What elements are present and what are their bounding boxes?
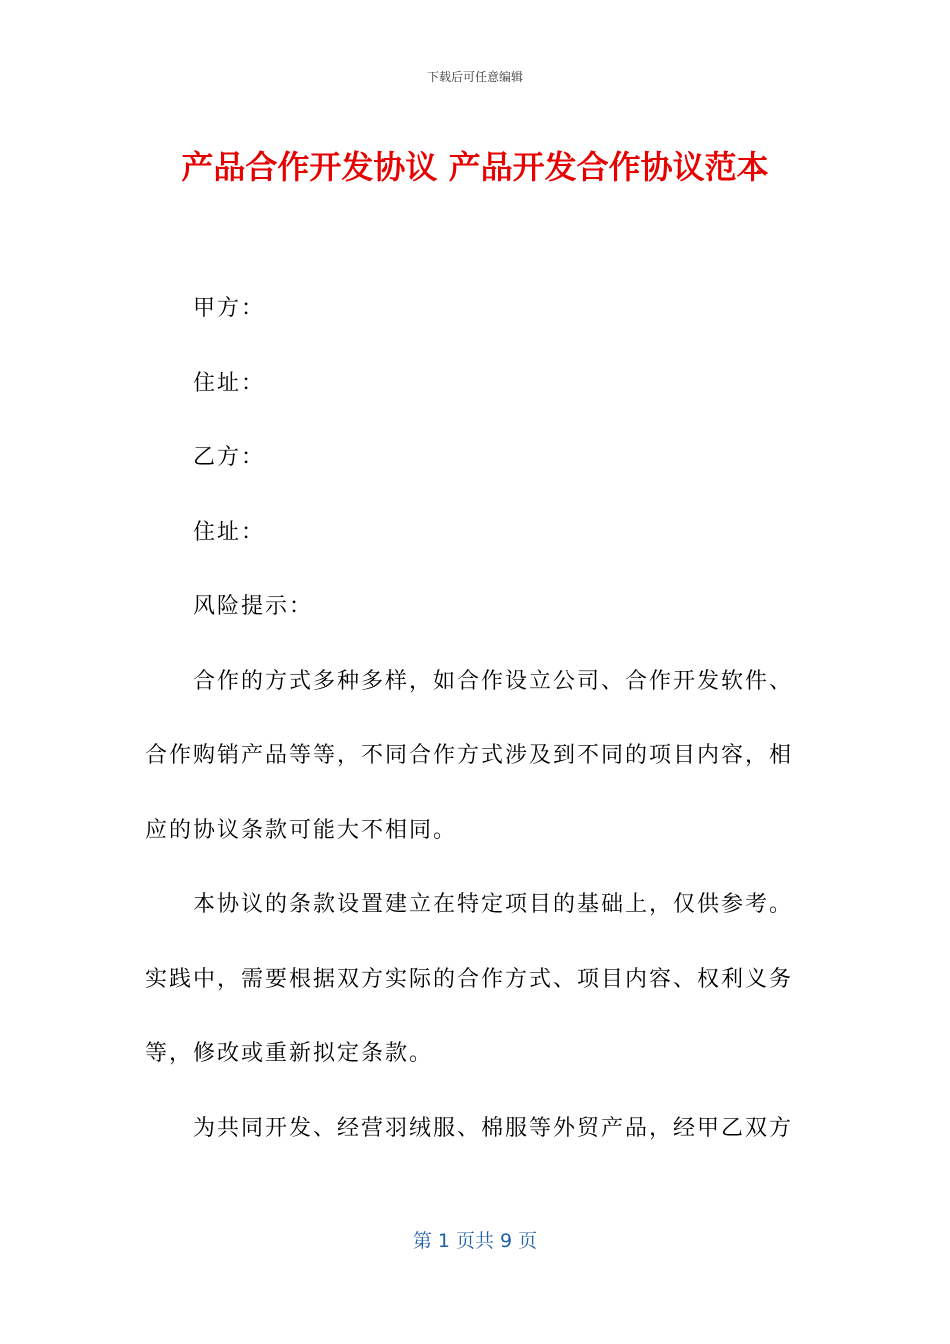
document-body xyxy=(145,272,795,1166)
body-line-risk-heading: 风险提示： xyxy=(193,594,314,619)
body-line-party-b: 乙方： xyxy=(193,445,266,470)
body-line: 本协议的条款设置建立在特定项目的基础上，仅供参考。 xyxy=(193,892,794,917)
body-line-address-b: 住址： xyxy=(193,519,266,545)
body-line: 等，修改或重新拟定条款。 xyxy=(145,1041,434,1066)
page-footer: 第 1 页共 9 页 xyxy=(412,1230,538,1252)
header-note: 下载后可任意编辑 xyxy=(426,70,523,84)
body-line-party-a: 甲方： xyxy=(193,296,266,321)
body-line: 应的协议条款可能大不相同。 xyxy=(145,817,458,843)
body-line: 实践中，需要根据双方实际的合作方式、项目内容、权利义务 xyxy=(145,966,794,992)
body-line: 合作购销产品等等，不同合作方式涉及到不同的项目内容，相 xyxy=(145,743,794,768)
body-line: 为共同开发、经营羽绒服、棉服等外贸产品，经甲乙双方 xyxy=(193,1115,794,1141)
document-title: 产品合作开发协议 产品开发合作协议范本 xyxy=(181,148,769,186)
body-line: 合作的方式多种多样，如合作设立公司、合作开发软件、 xyxy=(193,668,794,694)
body-line-address-a: 住址： xyxy=(193,370,266,396)
